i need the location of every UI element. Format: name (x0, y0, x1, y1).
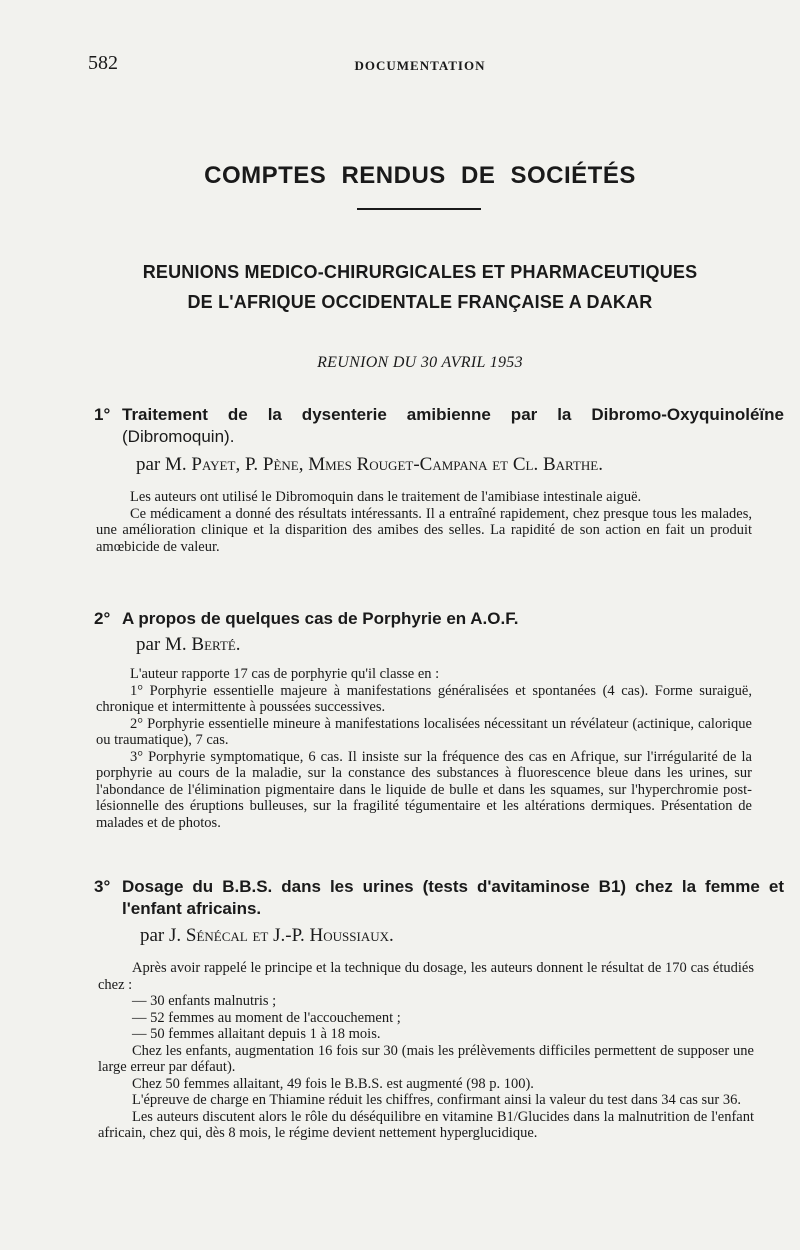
paragraph: 2° Porphyrie essentielle mineure à manifestations localisées nécessitant un révélateur (actinique, calorique ou traumatique), 7 cas. (96, 715, 752, 748)
subtitle-line-2: DE L'AFRIQUE OCCIDENTALE FRANÇAISE A DAKAR (187, 292, 653, 312)
section-1-authors: par M. Payet, P. Pène, Mmes Rouget-Campana et Cl. Barthe. (136, 454, 603, 475)
section-1-title-rest: (Dibromoquin). (122, 427, 235, 446)
paragraph: Après avoir rappelé le principe et la technique du dosage, les auteurs donnent le résultat de 170 cas étudiés chez : (98, 960, 754, 993)
paragraph: L'auteur rapporte 17 cas de porphyrie qu'il classe en : (130, 666, 440, 682)
page-title: COMPTES RENDUS DE SOCIÉTÉS (204, 162, 636, 189)
section-2-authors: par M. Berté. (136, 634, 241, 655)
paragraph: Ce médicament a donné des résultats intéressants. Il a entraîné rapidement, chez presque tous les malades, une amélioration clinique et la disparition des amibes des selles. La rapidité de son action en fait un produit amœbicide de valeur. (96, 505, 752, 555)
paragraph: 1° Porphyrie essentielle majeure à manifestations généralisées et spontanées (4 cas). Forme suraiguë, chronique et intermittente à poussées successives. (96, 682, 752, 715)
section-3-heading (94, 876, 784, 920)
section-1-title: Traitement de la dysenterie amibienne par la Dibromo-Oxyquinoléïne (122, 405, 784, 424)
title-divider (357, 208, 481, 210)
section-1-heading (94, 404, 784, 448)
paragraph: Chez les enfants, augmentation 16 fois sur 30 (mais les prélèvements difficiles permettent de supposer une large erreur par défaut). (98, 1042, 754, 1075)
paragraph: L'épreuve de charge en Thiamine réduit les chiffres, confirmant ainsi la valeur du test dans 34 cas sur 36. (132, 1092, 741, 1108)
list-item: — 30 enfants malnutris ; (132, 993, 277, 1009)
section-3-title: Dosage du B.B.S. dans les urines (tests d'avitaminose B1) chez la femme et l'enfant africains. (122, 877, 784, 918)
section-2-title: A propos de quelques cas de Porphyrie en A.O.F. (122, 609, 519, 628)
running-head: DOCUMENTATION (354, 58, 486, 73)
paragraph: Les auteurs discutent alors le rôle du déséquilibre en vitamine B1/Glucides dans la malnutrition de l'enfant africain, chez qui, dès 8 mois, le régime devient nettement hyperglucidique. (98, 1108, 754, 1141)
list-item: — 50 femmes allaitant depuis 1 à 18 mois. (132, 1026, 381, 1042)
section-2-heading (94, 608, 784, 630)
section-2-number: 2° (94, 609, 111, 628)
paragraph: 3° Porphyrie symptomatique, 6 cas. Il insiste sur la fréquence des cas en Afrique, sur l'irrégularité de la porphyrie au cours de la maladie, sur la constance des substances à fluorescence bleue dans les urines, sur l'abondance de l'élimination pigmentaire dans le liquide de bulle et dans les squames, sur l'hyperchromie post-lésionnelle des éruptions bulleuses, sur la fragilité tégumentaire et les altérations dermiques. Présentation de malades et de photos. (96, 748, 752, 831)
section-3-number: 3° (94, 877, 111, 896)
paragraph: Les auteurs ont utilisé le Dibromoquin dans le traitement de l'amibiase intestinale aiguë. (130, 489, 642, 505)
page-number: 582 (88, 52, 118, 74)
section-1-body (96, 489, 752, 555)
list-item: — 52 femmes au moment de l'accouchement ; (132, 1009, 401, 1026)
meeting-date: REUNION DU 30 AVRIL 1953 (317, 354, 523, 371)
paragraph: Chez 50 femmes allaitant, 49 fois le B.B.S. est augmenté (98 p. 100). (132, 1075, 534, 1092)
section-2-body (96, 666, 752, 831)
section-1-number: 1° (94, 405, 111, 424)
section-3-authors: par J. Sénécal et J.-P. Houssiaux. (140, 925, 394, 946)
subtitle-line-1: REUNIONS MEDICO-CHIRURGICALES ET PHARMACEUTIQUES (142, 262, 698, 282)
section-3-body (98, 960, 754, 1142)
